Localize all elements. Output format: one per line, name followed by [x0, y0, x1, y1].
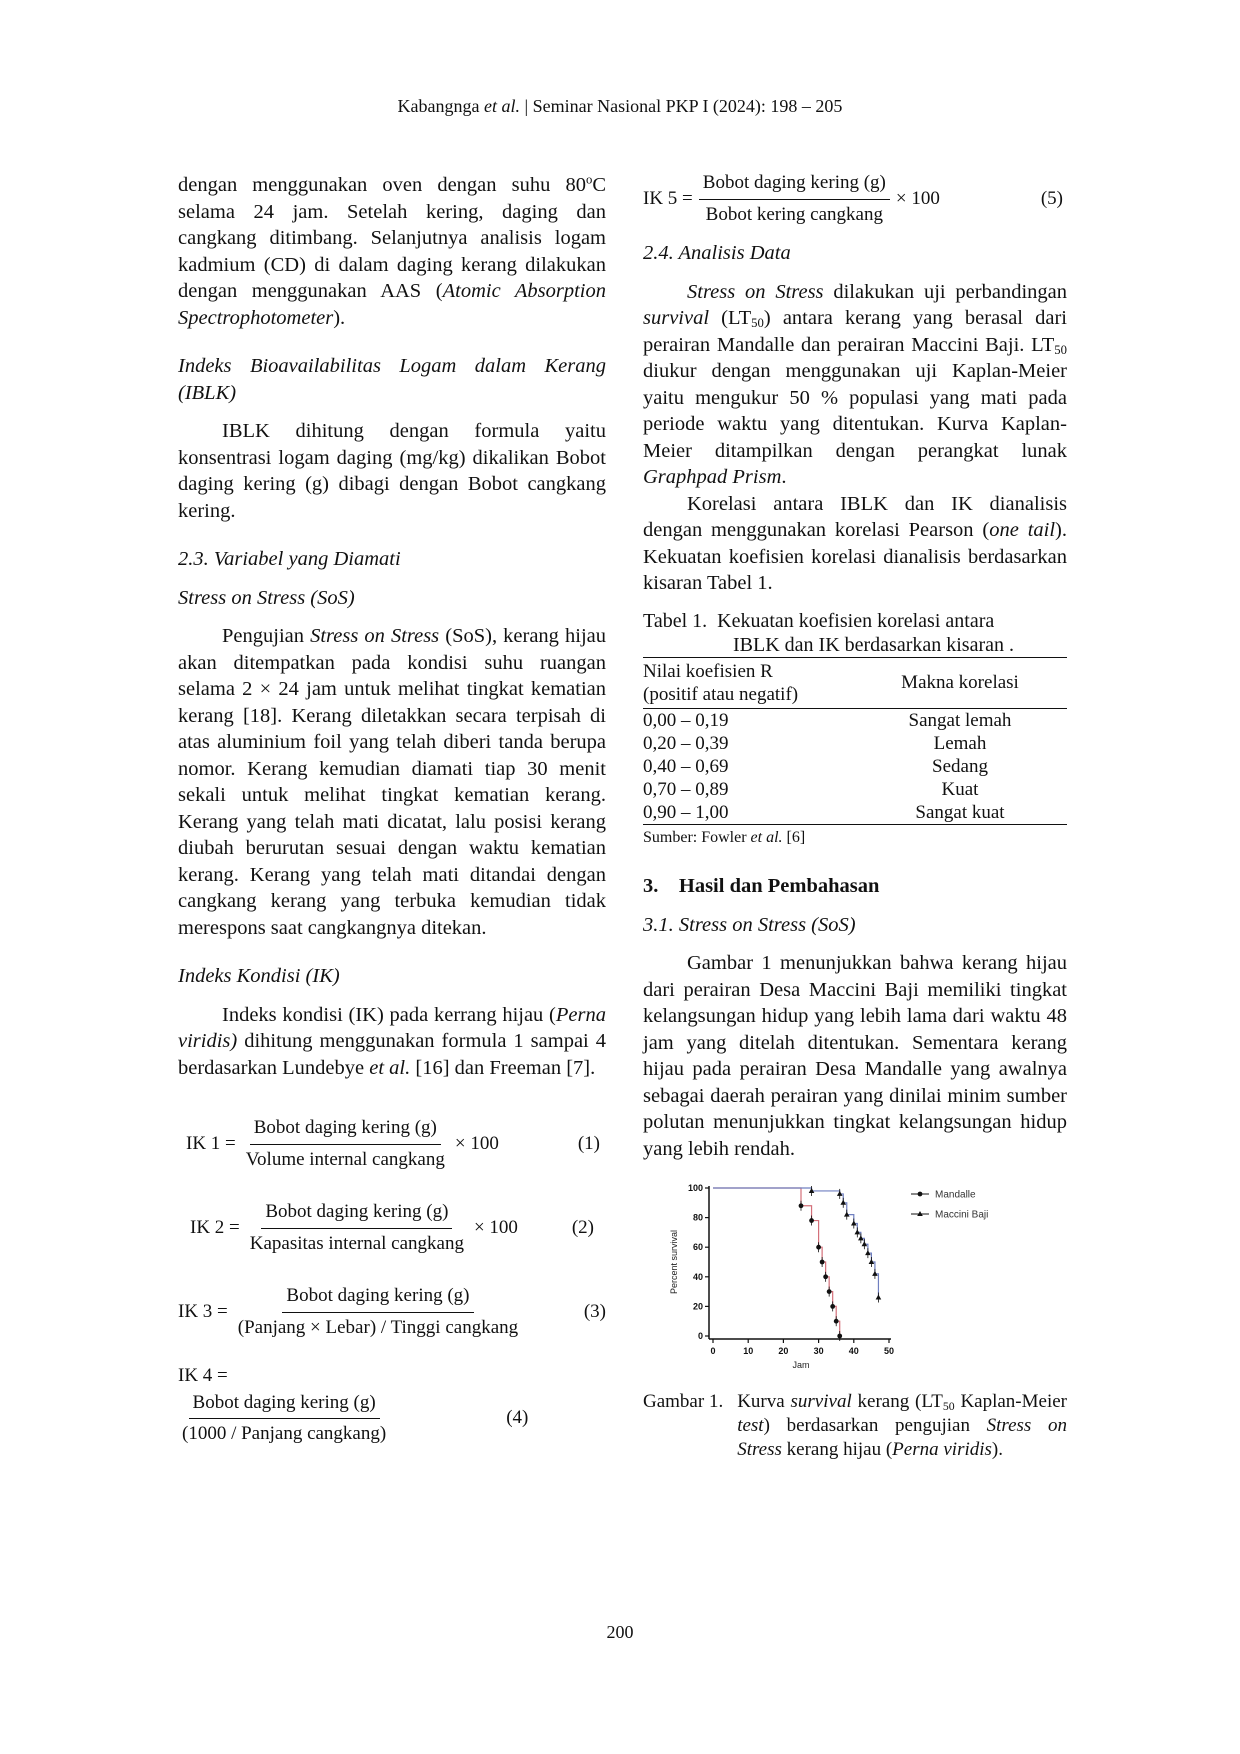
y-tick-label: 40 — [692, 1271, 703, 1282]
heading-iblk: Indeks Bioavailabilitas Logam dalam Kerang (IBLK) — [178, 355, 606, 404]
x-tick-label: 30 — [813, 1346, 824, 1356]
table-source: Sumber: Fowler et al. [6] — [643, 828, 806, 846]
equation-4: IK 4 = $\frac{\text{Bobot daging kering (g)}}{\text{(1000 / Panjang cangkang)}}$ (4) — [178, 1365, 529, 1444]
header-journal: | Seminar Nasional PKP I (2024): 198 – 205 — [524, 96, 843, 116]
paragraph-sos: Pengujian Stress on Stress (SoS), kerang hijau akan ditempatkan pada kondisi suhu ruangan selama 2 × 24 jam untuk melihat tingkat kematian kerang [18]. Kerang diletakkan secara terpisah di atas aluminium foil yang telah diberi tanda berupa nomor. Kerang kemudian diamati tiap 30 menit sekali untuk melihat tingkat kematian kerang. Kerang yang telah mati dicatat, lalu posisi kerang diubah berurutan sesuai dengan waktu kematian kerang. Kerang yang telah mati ditandai dengan cangkang kerang yang terbuka kemudian tidak merespons saat cangkangnya ditekan. — [178, 625, 606, 939]
heading-2-3: 2.3. Variabel yang Diamati — [178, 548, 401, 570]
page-number: 200 — [606, 1622, 634, 1642]
data-point-mandalle — [834, 1319, 839, 1324]
data-point-mandalle — [827, 1289, 832, 1294]
survival-chart — [661, 1176, 1071, 1376]
figure-caption: Gambar 1. Kurva survival kerang ($LT_{50}$ Kaplan-Meier test) berdasarkan pengujian Stress on Stress kerang hijau (Perna viridis). — [643, 1391, 1068, 1460]
paragraph-results: Gambar 1 menunjukkan bahwa kerang hijau dari perairan Desa Maccini Baji memiliki tingkat kelangsungan hidup yang lebih lama dari waktu 48 jam yang ditelah ditentukan. Sementara kerang hijau pada perairan Desa Mandalle yang awalnya sebagai daerah perairan yang dinilai minim sumber polutan menunjukkan tingkat kelangsungan hidup yang lebih rendah. — [643, 952, 1067, 1160]
header-etal: et al. — [484, 96, 521, 116]
paragraph-analisis-2: Korelasi antara IBLK dan IK dianalisis dengan menggunakan korelasi Pearson (one tail). Kekuatan koefisien korelasi dianalisis berdasarkan kisaran Tabel 1. — [643, 492, 1067, 594]
legend-label-maccini-baji: Maccini Baji — [935, 1209, 989, 1221]
table-caption: Tabel 1. Kekuatan koefisien korelasi antara IBLK dan IK berdasarkan kisaran . — [643, 609, 1015, 656]
equation-1: IK 1 = $\frac{\text{Bobot daging kering (g)}}{\text{Volume internal cangkang}}$ × 100 (1) — [186, 1117, 600, 1170]
heading-2-4: 2.4. Analisis Data — [643, 242, 791, 264]
y-tick-label: 0 — [697, 1331, 703, 1341]
paragraph-ik: Indeks kondisi (IK) pada kerrang hijau (Perna viridis) dihitung menggunakan formula 1 sampai 4 berdasarkan Lundebye et al. [16] dan Freeman [7]. — [178, 1003, 606, 1079]
table-row: 0,00 – 0,19 Sangat lemah — [643, 709, 1012, 731]
y-tick-label: 80 — [692, 1212, 703, 1223]
x-axis-label: Jam — [792, 1360, 810, 1370]
equation-5: IK 5 = $\frac{\text{Bobot daging kering (g)}}{\text{Bobot kering cangkang}}$ × 100 (5) — [643, 172, 1063, 225]
x-tick-label: 40 — [848, 1346, 859, 1356]
x-tick-label: 20 — [778, 1346, 789, 1356]
legend-marker-mandalle — [918, 1192, 923, 1197]
table-header-row — [643, 657, 1067, 708]
data-point-mandalle — [799, 1203, 804, 1208]
data-point-mandalle — [837, 1334, 842, 1339]
heading-3-1: 3.1. Stress on Stress (SoS) — [643, 913, 856, 936]
table-row: 0,20 – 0,39 Lemah — [643, 732, 987, 754]
table-row: 0,90 – 1,00 Sangat kuat — [643, 801, 1067, 825]
data-point-mandalle — [816, 1245, 821, 1250]
table-row: 0,40 – 0,69 Sedang — [643, 755, 988, 777]
data-point-maccini-baji — [876, 1295, 882, 1300]
heading-section-3: 3. Hasil dan Pembahasan — [643, 875, 880, 897]
right-column — [643, 172, 1067, 1462]
heading-sos: Stress on Stress (SoS) — [178, 586, 355, 609]
paragraph-analisis-1: Stress on Stress dilakukan uji perbandingan survival $(LT_{50})$ antara kerang yang berasal dari perairan Mandalle dan perairan Maccini Baji. $LT_{50}$ diukur dengan menggunakan uji Kaplan-Meier yaitu mengukur 50 % populasi yang mati pada periode waktu yang ditentukan. Kurva Kaplan-Meier ditampilkan dengan perangkat lunak Graphpad Prism. — [643, 280, 1067, 488]
x-tick-label: 0 — [710, 1346, 716, 1356]
table-header-makna: Makna korelasi — [853, 657, 1067, 708]
data-point-mandalle — [830, 1304, 835, 1309]
paragraph-oven: dengan menggunakan oven dengan suhu 80$^o$C selama 24 jam. Setelah kering, daging dan cangkang ditimbang. Selanjutnya analisis logam kadmium (CD) di dalam daging kerang dilakukan dengan menggunakan AAS (Atomic Absorption Spectrophotometer). — [178, 172, 606, 329]
equation-3: IK 3 = $\frac{\text{Bobot daging kering (g)}}{\text{(Panjang × Lebar) / Tinggi cangkang}}$ (3) — [178, 1285, 606, 1338]
y-tick-label: 100 — [687, 1183, 703, 1193]
running-header — [0, 96, 1240, 117]
legend-label-mandalle: Mandalle — [935, 1189, 976, 1201]
table-header-nilai: Nilai koefisien R (positif atau negatif) — [643, 657, 853, 708]
table-row: 0,70 – 0,89 Kuat — [643, 778, 979, 800]
heading-ik: Indeks Kondisi (IK) — [178, 965, 340, 987]
x-tick-label: 50 — [883, 1346, 895, 1356]
y-tick-label: 20 — [692, 1301, 703, 1312]
paragraph-iblk: IBLK dihitung dengan formula yaitu konsentrasi logam daging (mg/kg) dikalikan Bobot daging kering (g) dibagi dengan Bobot cangkang kering. — [178, 420, 606, 522]
y-axis-label: Percent survival — [669, 1229, 679, 1295]
x-tick-label: 10 — [743, 1346, 754, 1356]
equation-2: IK 2 = $\frac{\text{Bobot daging kering (g)}}{\text{Kapasitas internal cangkang}}$ × 100 (2) — [190, 1201, 594, 1254]
data-point-mandalle — [823, 1274, 828, 1279]
data-point-mandalle — [820, 1260, 825, 1265]
left-column — [178, 172, 606, 1448]
data-point-mandalle — [809, 1218, 814, 1223]
header-authors: Kabangnga — [397, 96, 480, 116]
y-tick-label: 60 — [692, 1242, 703, 1253]
correlation-table — [643, 657, 1067, 825]
series-line-maccini-baji — [713, 1188, 878, 1298]
